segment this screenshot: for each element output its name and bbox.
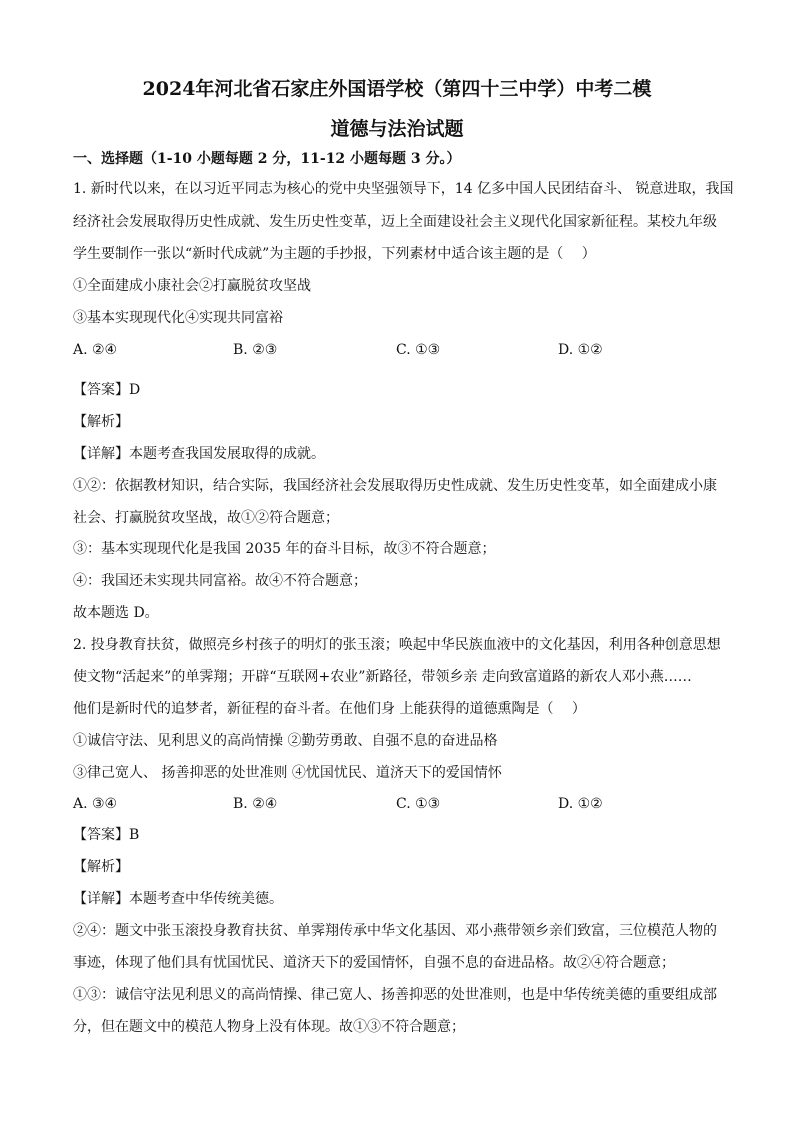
q1-option-a: A. ②④ [73,342,118,358]
q2-stem-line: 他们是新时代的追梦者，新征程的奋斗者。在他们身 上能获得的道德熏陶是（ ） [73,701,586,717]
q2-detail-line: 【详解】本题考查中华传统美德。 [73,891,283,907]
page-title: 2024年河北省石家庄外国语学校（第四十三中学）中考二模 [142,78,652,100]
q1-option-d: D. ①② [558,342,603,358]
q1-detail-line: 【详解】本题考查我国发展取得的成就。 [73,446,325,462]
q1-detail-line: 故本题选 D。 [73,605,159,621]
q2-detail-line: 分，但在题文中的模范人物身上没有体现。故①③不符合题意； [73,1019,465,1035]
q1-stem-line: 学生要制作一张以“新时代成就”为主题的手抄报，下列素材中适合该主题的是（ ） [73,246,596,262]
q2-option-b: B. ②④ [233,796,278,812]
q1-analysis-label: 【解析】 [73,414,129,430]
section-heading: 一、选择题（1-10 小题每题 2 分，11-12 小题每题 3 分。） [73,151,461,167]
q2-stem-line: 使文物“活起来”的单霁翔；开辟“互联网+农业”新路径，带领乡亲 走向致富道路的新农人邓小燕…… [73,669,692,685]
q2-analysis-label: 【解析】 [73,859,129,875]
q2-item-line: ①诚信守法、见利思义的高尚情操 ②勤劳勇敢、自强不息的奋进品格 [73,733,498,749]
q1-detail-line: 社会、打赢脱贫攻坚战，故①②符合题意； [73,510,339,526]
q2-option-d: D. ①② [558,796,603,812]
q1-option-c: C. ①③ [396,342,441,358]
q2-detail-line: ①③：诚信守法见利思义的高尚情操、律己宽人、扬善抑恶的处世准则，也是中华传统美德的重要组成部 [73,987,717,1003]
q2-answer: 【答案】B [73,827,140,843]
q2-option-a: A. ③④ [73,796,118,812]
q1-detail-line: ③：基本实现现代化是我国 2035 年的奋斗目标，故③不符合题意； [73,541,496,557]
page-subtitle: 道德与法治试题 [330,118,464,140]
q1-answer: 【答案】D [73,382,141,398]
q1-detail-line: ①②：依据教材知识，结合实际，我国经济社会发展取得历史性成就、发生历史性变革，如全面建成小康 [73,478,717,494]
q1-item-line: ③基本实现现代化④实现共同富裕 [73,310,283,326]
q1-option-b: B. ②③ [233,342,278,358]
q1-stem-line: 经济社会发展取得历史性成就、发生历史性变革，迈上全面建设社会主义现代化国家新征程。某校九年级 [73,214,717,230]
q2-detail-line: 事迹，体现了他们具有忧国忧民、道济天下的爱国情怀，自强不息的奋进品格。故②④符合题意； [73,955,675,971]
q2-stem-line: 2. 投身教育扶贫，做照亮乡村孩子的明灯的张玉滚；唤起中华民族血液中的文化基因，利用各种创意思想 [73,637,721,653]
q1-detail-line: ④：我国还未实现共同富裕。故④不符合题意； [73,573,367,589]
q1-item-line: ①全面建成小康社会②打赢脱贫攻坚战 [73,278,311,294]
q2-option-c: C. ①③ [396,796,441,812]
q1-stem-line: 1. 新时代以来，在以习近平同志为核心的党中央坚强领导下，14 亿多中国人民团结奋斗、 锐意进取，我国 [73,181,734,197]
q2-detail-line: ②④：题文中张玉滚投身教育扶贫、单霁翔传承中华文化基因、邓小燕带领乡亲们致富，三位模范人物的 [73,923,717,939]
q2-item-line: ③律己宽人、 扬善抑恶的处世准则 ④忧国忧民、道济天下的爱国情怀 [73,765,502,781]
